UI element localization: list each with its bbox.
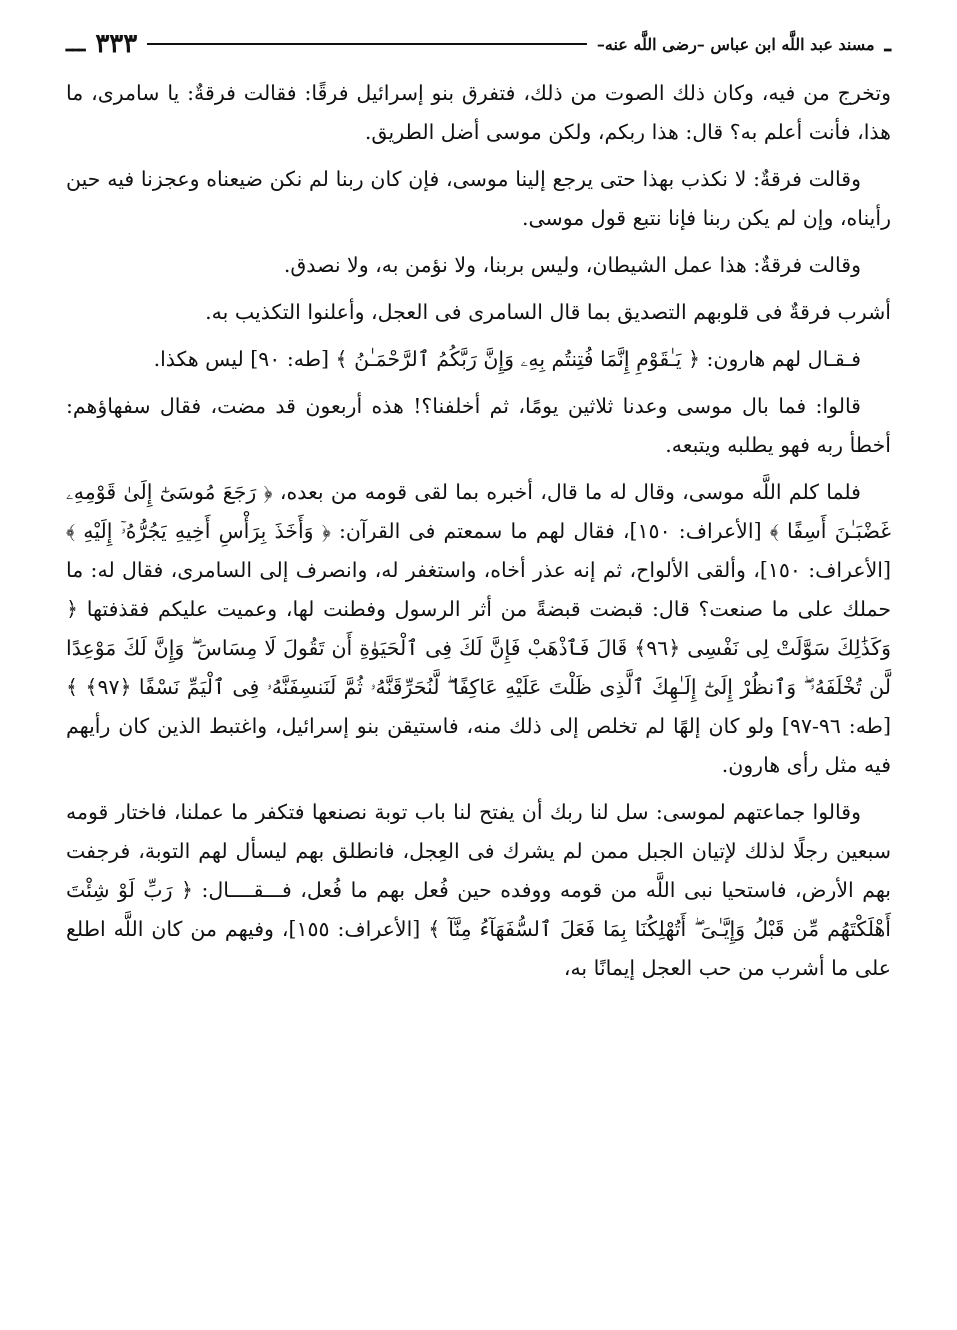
header-rule [147, 43, 587, 45]
header-lead-dash: ـــ [66, 31, 86, 57]
paragraph-2: وقالت فرقةٌ: لا نكذب بهذا حتى يرجع إلينا موسى، فإن كان ربنا لم نكن ضيعناه وعجزنا فيه حين رأيناه، وإن لم يكن ربنا فإنا نتبع قول موسى. [66, 167, 891, 230]
page-header [66, 24, 891, 64]
paragraph-5: فـقـال لهم هارون: ﴿ يَـٰقَوْمِ إِنَّمَا فُتِنتُم بِهِۦ وَإِنَّ رَبَّكُمُ ٱلرَّحْمَـٰنُ ﴾ [طه: ٩٠] ليس هكذا. [153, 347, 861, 371]
header-trail-dash: ـ [884, 31, 891, 57]
paragraph-7: فلما كلم اللَّه موسى، وقال له ما قال، أخبره بما لقى قومه من بعده، ﴿ رَجَعَ مُوسَىٰٓ إِلَىٰ قَوْمِهِۦ غَضْبَـٰنَ أَسِفًا ﴾ [الأعراف: ١٥٠]، فقال لهم ما سمعتم فى القرآن: ﴿ وَأَخَذَ بِرَأْسِ أَخِيهِ يَجُرُّهُۥٓ إِلَيْهِ ﴾ [الأعراف: ١٥٠]، وألقى الألواح، ثم إنه عذر أخاه، واستغفر له، وانصرف إلى السامرى، فقال له: ما حملك على ما صنعت؟ قال: قبضت قبضةً من أثر الرسول وفطنت لها، وعميت عليكم فقذفتها ﴿ وَكَذَٰلِكَ سَوَّلَتْ لِى نَفْسِى ﴿٩٦﴾ قَالَ فَٱذْهَبْ فَإِنَّ لَكَ فِى ٱلْحَيَوٰةِ أَن تَقُولَ لَا مِسَاسَ ۖ وَإِنَّ لَكَ مَوْعِدًا لَّن تُخْلَفَهُۥ ۖ وَٱنظُرْ إِلَىٰٓ إِلَـٰهِكَ ٱلَّذِى ظَلْتَ عَلَيْهِ عَاكِفًا ۖ لَّنُحَرِّقَنَّهُۥ ثُمَّ لَنَنسِفَنَّهُۥ فِى ٱلْيَمِّ نَسْفًا ﴿٩٧﴾ ﴾ [طه: ٩٦-٩٧] ولو كان إلهًا لم تخلص إلى ذلك منه، فاستيقن بنو إسرائيل، واغتبط الذين كان رأيهم فيه مثل رأى هارون. [66, 480, 891, 777]
page-body [66, 74, 891, 988]
paragraph-6: قالوا: فما بال موسى وعدنا ثلاثين يومًا، ثم أخلفنا؟! هذه أربعون قد مضت، فقال سفهاؤهم: أخطأ ربه فهو يطلبه ويتبعه. [66, 394, 891, 457]
paragraph-4: أشرب فرقةٌ فى قلوبهم التصديق بما قال السامرى فى العجل، وأعلنوا التكذيب به. [205, 300, 891, 324]
page-number: ٣٣٣ [95, 29, 138, 59]
running-title: مسند عبد اللَّه ابن عباس –رضى اللَّه عنه– [596, 34, 875, 54]
paragraph-3: وقالت فرقةٌ: هذا عمل الشيطان، وليس بربنا، ولا نؤمن به، ولا نصدق. [283, 253, 861, 277]
paragraph-8: وقالوا جماعتهم لموسى: سل لنا ربك أن يفتح لنا باب توبة نصنعها فتكفر ما عملنا، فاختار قومه سبعين رجلًا لذلك لإتيان الجبل ممن لم يشرك فى العِجل، فانطلق بهم ليسأل لهم التوبة، فرجفت بهم الأرض، فاستحيا نبى اللَّه من قومه ووفده حين فُعل بهم ما فُعل، فـــقــــال: ﴿ رَبِّ لَوْ شِئْتَ أَهْلَكْتَهُم مِّن قَبْلُ وَإِيَّـٰىَ ۖ أَتُهْلِكُنَا بِمَا فَعَلَ ٱلسُّفَهَآءُ مِنَّآ ﴾ [الأعراف: ١٥٥]، وفيهم من كان اللَّه اطلع على ما أشرب من حب العجل إيمانًا به، [66, 800, 891, 980]
paragraph-1: وتخرج من فيه، وكان ذلك الصوت من ذلك، فتفرق بنو إسرائيل فرقًا: فقالت فرقةٌ: يا سامرى، ما هذا، فأنت أعلم به؟ قال: هذا ربكم، ولكن موسى أضل الطريق. [66, 81, 891, 144]
